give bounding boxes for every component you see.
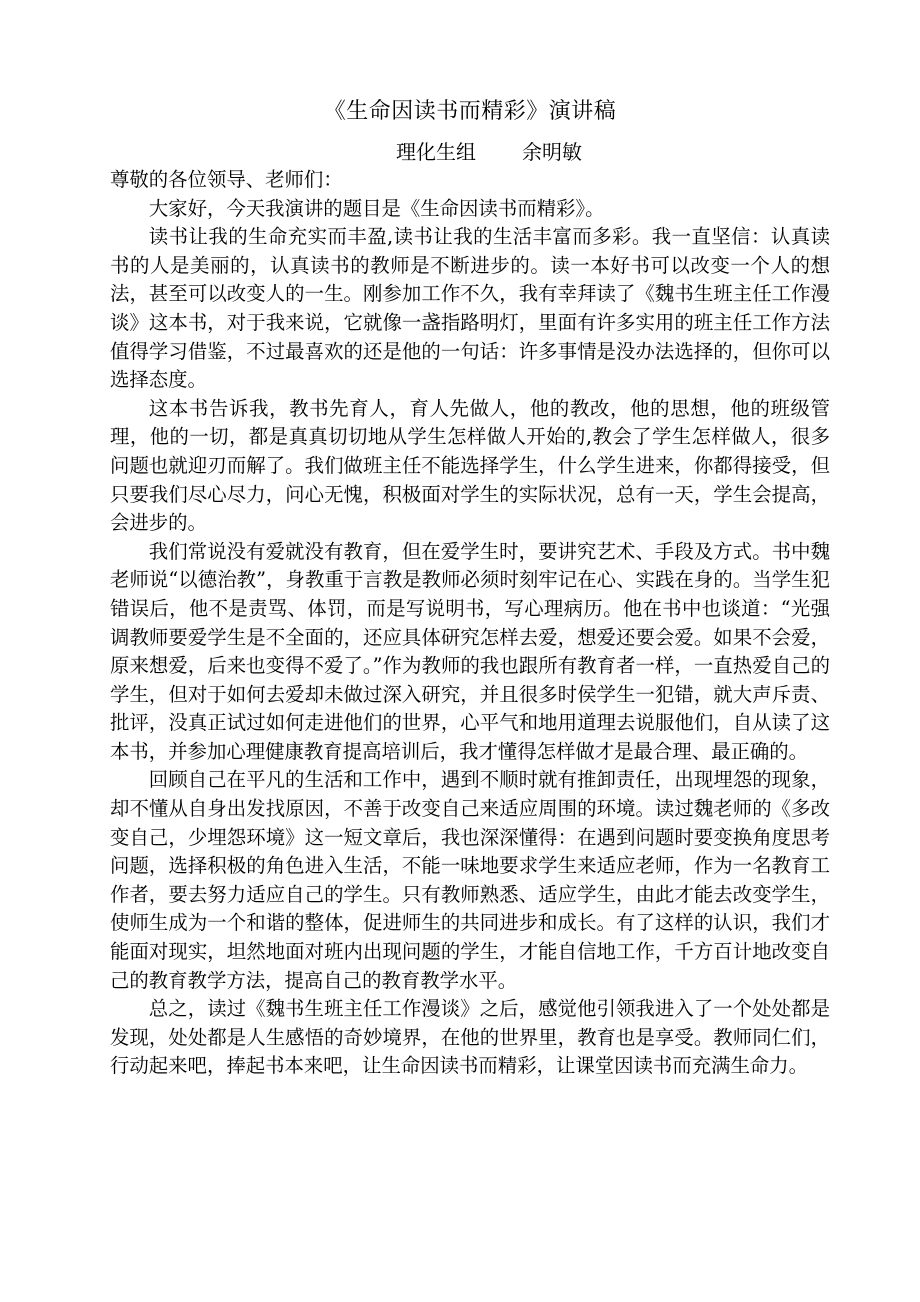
paragraph-conclusion: 总之，读过《魏书生班主任工作漫谈》之后，感觉他引领我进入了一个处处都是发现，处处都是人生感悟的奇妙境界，在他的世界里，教育也是享受。教师同仁们，行动起来吧，捧起书本来吧，让生命因读书而精彩，让课堂因读书而充满生命力。 bbox=[110, 997, 830, 1078]
paragraph-reading-value: 读书让我的生命充实而丰盈,读书让我的生活丰富而多彩。我一直坚信：认真读书的人是美丽的，认真读书的教师是不断进步的。读一本好书可以改变一个人的想法，甚至可以改变人的一生。刚参加工作不久，我有幸拜读了《魏书生班主任工作漫谈》这本书，对于我来说，它就像一盏指路明灯，里面有许多实用的班主任工作方法值得学习借鉴，不过最喜欢的还是他的一句话：许多事情是没办法选择的，但你可以选择态度。 bbox=[110, 225, 830, 392]
byline bbox=[396, 138, 582, 166]
author-group: 理化生组 bbox=[396, 140, 476, 164]
author-name: 余明敏 bbox=[522, 140, 582, 164]
salutation: 尊敬的各位领导、老师们： bbox=[110, 168, 343, 191]
paragraph-love-education: 我们常说没有爱就没有教育，但在爱学生时，要讲究艺术、手段及方式。书中魏老师说“以德治教”，身教重于言教是教师必须时刻牢记在心、实践在身的。当学生犯错误后，他不是责骂、体罚，而是写说明书，写心理病历。他在书中也谈道：“光强调教师要爱学生是不全面的，还应具体研究怎样去爱，想爱还要会爱。如果不会爱，原来想爱，后来也变得不爱了。”作为教师的我也跟所有教育者一样，一直热爱自己的学生，但对于如何去爱却未做过深入研究，并且很多时侯学生一犯错，就大声斥责、批评，没真正试过如何走进他们的世界，心平气和地用道理去说服他们，自从读了这本书，并参加心理健康教育提高培训后，我才懂得怎样做才是最合理、最正确的。 bbox=[110, 539, 830, 763]
paragraph-greeting: 大家好，今天我演讲的题目是《生命因读书而精彩》。 bbox=[148, 196, 605, 220]
paragraph-book-lessons: 这本书告诉我，教书先育人，育人先做人，他的教改，他的思想，他的班级管理，他的一切，都是真真切切地从学生怎样做人开始的,教会了学生怎样做人，很多问题也就迎刃而解了。我们做班主任不能选择学生，什么学生进来，你都得接受，但只要我们尽心尽力，问心无愧，积极面对学生的实际状况，总有一天，学生会提高，会进步的。 bbox=[110, 396, 830, 535]
paragraph-self-change: 回顾自己在平凡的生活和工作中，遇到不顺时就有推卸责任，出现埋怨的现象，却不懂从自身出发找原因，不善于改变自己来适应周围的环境。读过魏老师的《多改变自己，少埋怨环境》这一短文章后，我也深深懂得：在遇到问题时要变换角度思考问题，选择积极的角色进入生活，不能一味地要求学生来适应老师，作为一名教育工作者，要去努力适应自己的学生。只有教师熟悉、适应学生，由此才能去改变学生，使师生成为一个和谐的整体，促进师生的共同进步和成长。有了这样的认识，我们才能面对现实，坦然地面对班内出现问题的学生，才能自信地工作，千方百计地改变自己的教育教学方法，提高自己的教育教学水平。 bbox=[110, 768, 830, 992]
speech-body bbox=[110, 166, 830, 1081]
document-title: 《生命因读书而精彩》演讲稿 bbox=[323, 99, 617, 124]
